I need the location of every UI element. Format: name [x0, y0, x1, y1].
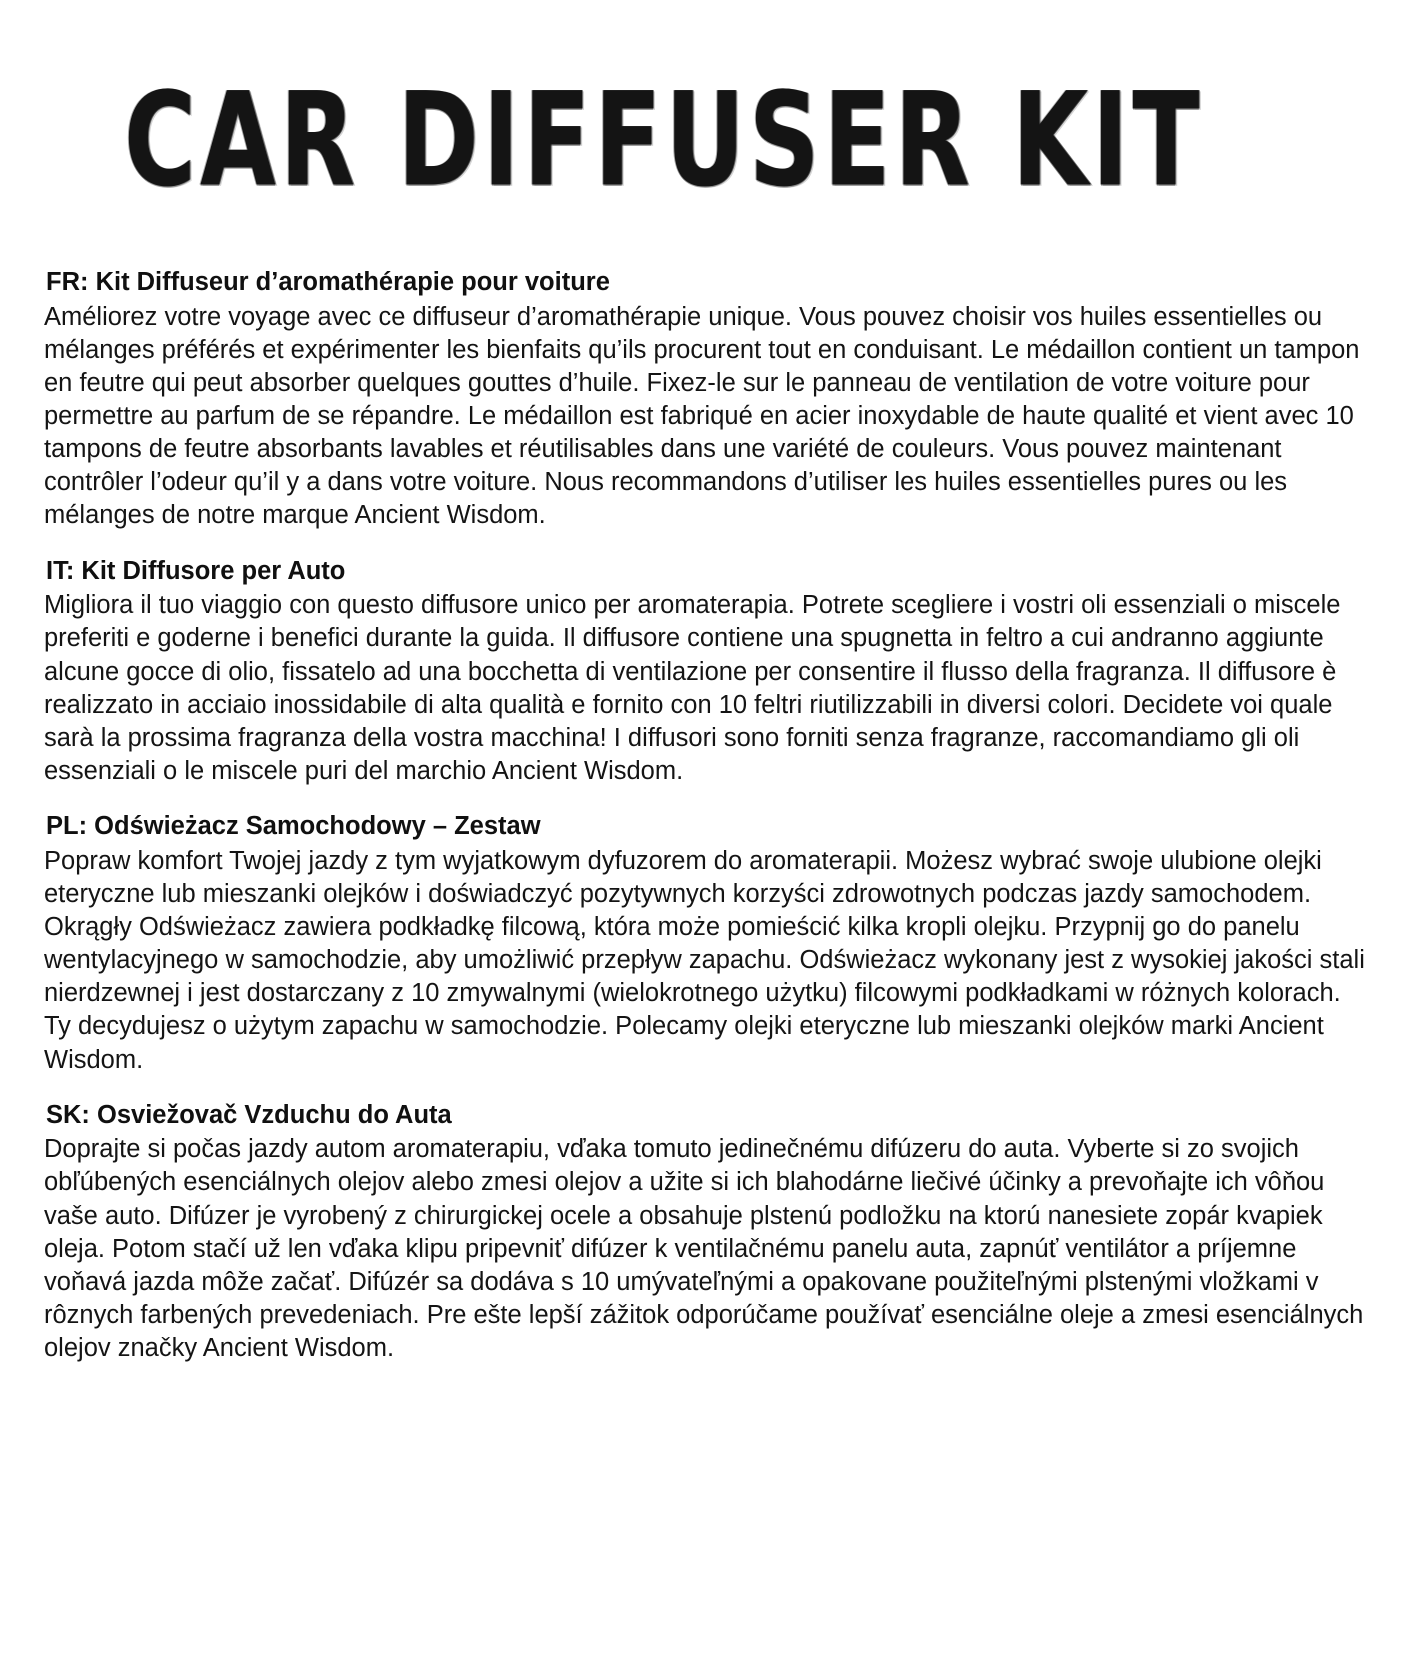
section-it: [44, 555, 1366, 788]
section-heading-it: IT: Kit Diffusore per Auto: [46, 556, 346, 585]
section-body-sk: Doprajte si počas jazdy autom aromaterapiu, vďaka tomuto jedinečnému difúzeru do auta. Vyberte si zo svojich obľúbených esenciálnych olejov alebo zmesi olejov a užite si ich blahodárne liečivé účinky a prevoňajte ich vôňou vaše auto. Difúzer je vyrobený z chirurgickej ocele a obsahuje plstenú podložku na ktorú nanesiete zopár kvapiek oleja. Potom stačí už len vďaka klipu pripevniť difúzer k ventilačnému panelu auta, zapnúť ventilátor a príjemne voňavá jazda môže začať. Difúzér sa dodáva s 10 umývateľnými a opakovane použiteľnými plstenými vložkami v rôznych farbených prevedeniach. Pre ešte lepší zážitok odporúčame používať esenciálne oleje a zmesi esenciálnych olejov značky Ancient Wisdom.: [44, 1135, 1364, 1363]
section-body-fr: Améliorez votre voyage avec ce diffuseur d’aromathérapie unique. Vous pouvez choisir vos huiles essentielles ou mélanges préférés et expérimenter les bienfaits qu’ils procurent tout en conduisant. Le médaillon contient un tampon en feutre qui peut absorber quelques gouttes d’huile. Fixez-le sur le panneau de ventilation de votre voiture pour permettre au parfum de se répandre. Le médaillon est fabriqué en acier inoxydable de haute qualité et vient avec 10 tampons de feutre absorbants lavables et réutilisables dans une variété de couleurs. Vous pouvez maintenant contrôler l’odeur qu’il y a dans votre voiture. Nous recommandons d’utiliser les huiles essentielles pures ou les mélanges de notre marque Ancient Wisdom.: [44, 302, 1360, 530]
section-heading-sk: SK: Osviežovač Vzduchu do Auta: [46, 1100, 452, 1129]
section-fr: [44, 266, 1366, 533]
page-title: CAR DIFFUSER KIT: [124, 64, 1204, 216]
document-content: [44, 240, 1366, 1365]
section-heading-pl: PL: Odświeżacz Samochodowy – Zestaw: [46, 812, 541, 841]
section-sk: [44, 1099, 1366, 1366]
section-body-it: Migliora il tuo viaggio con questo diffusore unico per aromaterapia. Potrete scegliere i vostri oli essenziali o miscele preferiti e goderne i benefici durante la guida. Il diffusore contiene una spugnetta in feltro a cui andranno aggiunte alcune gocce di olio, fissatelo ad una bocchetta di ventilazione per consentire il flusso della fragranza. Il diffusore è realizzato in acciaio inossidabile di alta qualità e fornito con 10 feltri riutilizzabili in diversi colori. Decidete voi quale sarà la prossima fragranza della vostra macchina! I diffusori sono forniti senza fragranze, raccomandiamo gli oli essenziali o le miscele puri del marchio Ancient Wisdom.: [44, 591, 1341, 785]
section-pl: [44, 810, 1366, 1077]
title-banner: [44, 40, 1366, 240]
section-heading-fr: FR: Kit Diffuseur d’aromathérapie pour voiture: [46, 268, 610, 296]
section-body-pl: Popraw komfort Twojej jazdy z tym wyjatkowym dyfuzorem do aromaterapii. Możesz wybrać swoje ulubione olejki eteryczne lub mieszanki olejków i doświadczyć pozytywnych korzyści zdrowotnych podczas jazdy samochodem. Okrągły Odświeżacz zawiera podkładkę filcową, która może pomieścić kilka kropli olejku. Przypnij go do panelu wentylacyjnego w samochodzie, aby umożliwić przepływ zapachu. Odświeżacz wykonany jest z wysokiej jakości stali nierdzewnej i jest dostarczany z 10 zmywalnymi (wielokrotnego użytku) filcowymi podkładkami w różnych kolorach. Ty decydujesz o użytym zapachu w samochodzie. Polecamy olejki eteryczne lub mieszanki olejków marki Ancient Wisdom.: [44, 846, 1365, 1074]
